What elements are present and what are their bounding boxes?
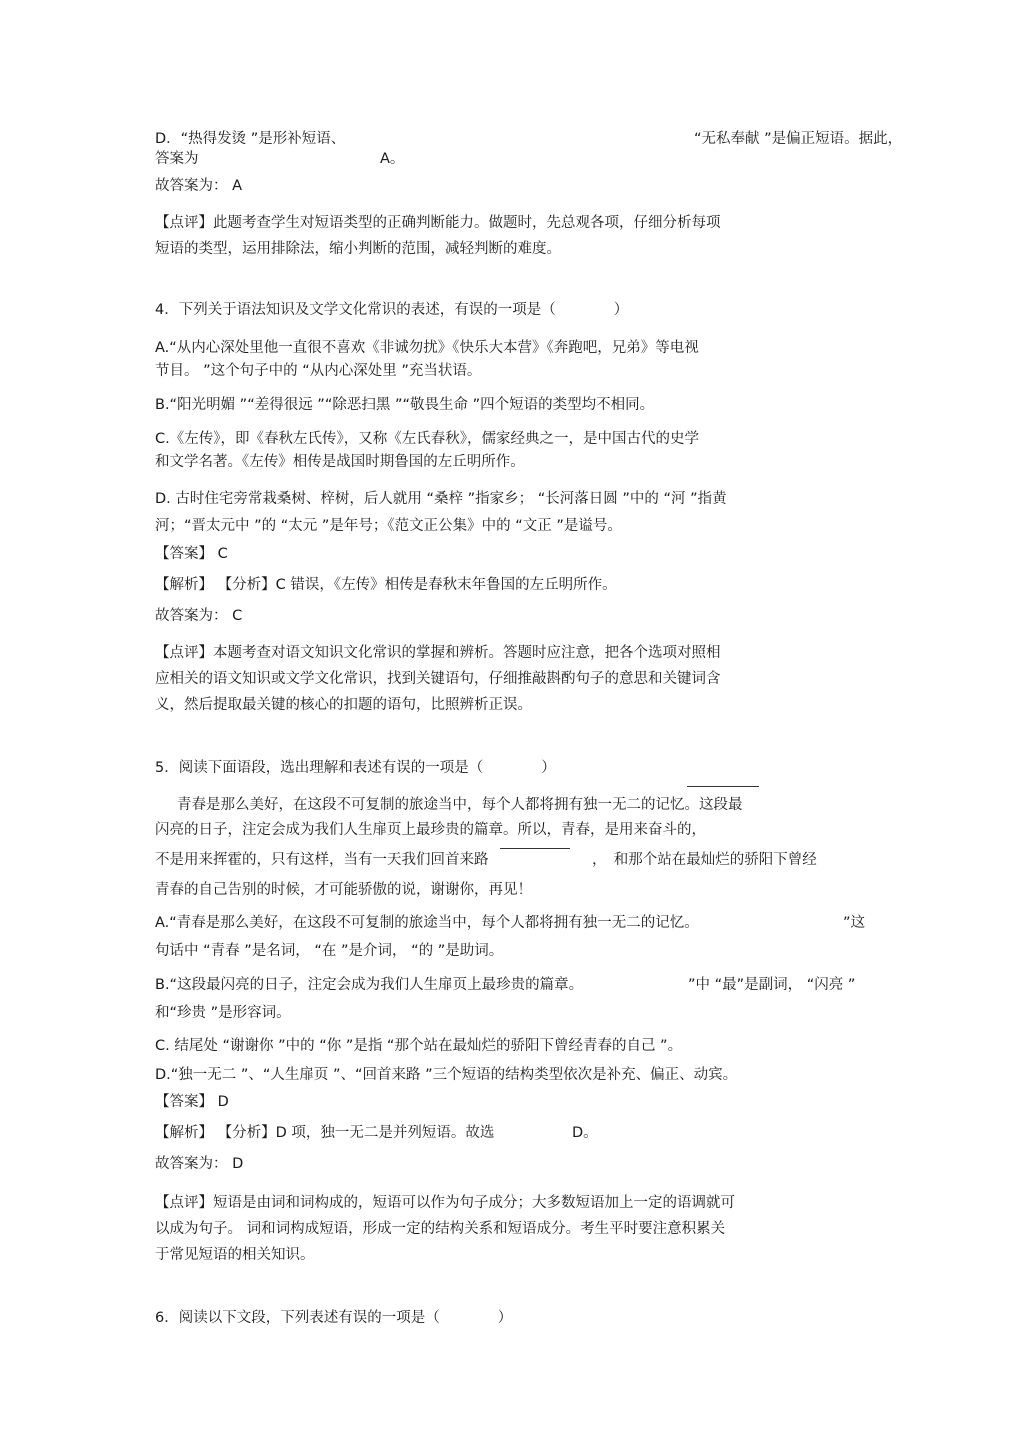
q3-option-d-part1: D．“热得发烫 ”是形补短语、 xyxy=(155,131,346,147)
q5-option-a-line1a: A.“青春是那么美好，在这段不可复制的旅途当中，每个人都将拥有独一无二的记忆。 xyxy=(155,915,699,931)
q5-passage-line4: 青春的自己告别的时候，才可能骄傲的说，谢谢你，再见！ xyxy=(155,882,532,898)
q4-option-a-line2: 节目。 ”这个句子中的 “从内心深处里 ”充当状语。 xyxy=(155,363,482,379)
q5-analysis-a: 【解析】 【分析】D 项，独一无二是并列短语。故选 xyxy=(155,1125,495,1141)
q5-option-a-line2: 句话中 “青春 ”是名词， “在 ”是介词， “的 ”是助词。 xyxy=(155,943,504,959)
q5-option-b-line2: 和“珍贵 ”是形容词。 xyxy=(155,1005,291,1021)
q5-option-b-line1a: B.“这段最闪亮的日子，注定会成为我们人生扉页上最珍贵的篇章。 xyxy=(155,977,584,993)
q5-stem: 5．阅读下面语段，选出理解和表述有误的一项是（ ） xyxy=(155,760,556,776)
q5-comment-line1: 【点评】短语是由词和词构成的，短语可以作为句子成分；大多数短语加上一定的语调就可 xyxy=(155,1195,735,1211)
passage-underline-1 xyxy=(687,786,759,787)
q3-option-d-part3: 答案为 xyxy=(155,151,199,167)
q5-option-b-line1b: ”中 “最”是副词， “闪亮 ” xyxy=(688,977,856,993)
q4-final-answer: 故答案为： C xyxy=(155,608,243,624)
q4-option-b: B.“阳光明媚 ”“差得很远 ”“除恶扫黑 ”“敬畏生命 ”四个短语的类型均不相同。 xyxy=(155,397,655,413)
q5-option-a-line1b: ”这 xyxy=(843,915,866,931)
q5-passage-line2: 闪亮的日子，注定会成为我们人生扉页上最珍贵的篇章。所以，青春，是用来奋斗的， xyxy=(155,822,706,838)
q5-comment-line3: 于常见短语的相关知识。 xyxy=(155,1247,315,1263)
q5-option-d: D.“独一无二 ”、“人生扉页 ”、“回首来路 ”三个短语的结构类型依次是补充、偏正、动宾。 xyxy=(155,1067,738,1083)
q3-option-d-part2: “无私奉献 ”是偏正短语。据此， xyxy=(694,131,903,147)
q5-passage-line1: 青春是那么美好，在这段不可复制的旅途当中，每个人都将拥有独一无二的记忆。这段最 xyxy=(177,797,743,813)
q4-comment-line1: 【点评】本题考查对语文知识文化常识的掌握和辨析。答题时应注意，把各个选项对照相 xyxy=(155,645,721,661)
q4-stem: 4．下列关于语法知识及文学文化常识的表述，有误的一项是（ ） xyxy=(155,302,629,318)
q3-comment-line1: 【点评】此题考查学生对短语类型的正确判断能力。做题时，先总观各项，仔细分析每项 xyxy=(155,215,721,231)
q4-option-c-line2: 和文学名著。《左传》相传是战国时期鲁国的左丘明所作。 xyxy=(155,454,525,470)
q4-option-a-line1: A.“从内心深处里他一直很不喜欢《非诚勿扰》《快乐大本营》《奔跑吧，兄弟》等电视 xyxy=(155,340,699,356)
q5-final-answer: 故答案为： D xyxy=(155,1156,244,1172)
q4-option-d-line2: 河；“晋太元中 ”的 “太元 ”是年号；《范文正公集》中的 “文正 ”是谥号。 xyxy=(155,518,622,534)
q5-passage-line3a: 不是用来挥霍的，只有这样，当有一天我们回首来路 xyxy=(155,852,489,868)
q4-comment-line2: 应相关的语文知识或文学文化常识，找到关键语句，仔细推敲斟酌句子的意思和关键词含 xyxy=(155,671,721,687)
q5-passage-line3b: ， 和那个站在最灿烂的骄阳下曾经 xyxy=(592,852,817,868)
q5-comment-line2: 以成为句子。 词和词构成短语，形成一定的结构关系和短语成分。考生平时要注意积累关 xyxy=(155,1221,726,1237)
q6-stem: 6．阅读以下文段，下列表述有误的一项是（ ） xyxy=(155,1310,513,1326)
passage-underline-2 xyxy=(500,848,570,849)
q3-comment-line2: 短语的类型，运用排除法，缩小判断的范围，减轻判断的难度。 xyxy=(155,241,561,257)
q5-answer: 【答案】 D xyxy=(155,1094,229,1110)
q5-analysis-b: D。 xyxy=(572,1125,598,1141)
q4-analysis: 【解析】 【分析】C 错误，《左传》相传是春秋末年鲁国的左丘明所作。 xyxy=(155,577,617,593)
q4-option-d-line1: D. 古时住宅旁常栽桑树、梓树，后人就用 “桑梓 ”指家乡； “长河落日圆 ”中的 “河 ”指黄 xyxy=(155,491,727,507)
q3-final-answer: 故答案为： A xyxy=(155,178,243,194)
q4-answer: 【答案】 C xyxy=(155,546,228,562)
q4-comment-line3: 义，然后提取最关键的核心的扣题的语句，比照辨析正误。 xyxy=(155,697,532,713)
q5-option-c: C. 结尾处 “谢谢你 ”中的 “你 ”是指 “那个站在最灿烂的骄阳下曾经青春的自己 ”。 xyxy=(155,1038,683,1054)
q4-option-c-line1: C.《左传》，即《春秋左氏传》，又称《左氏春秋》，儒家经典之一，是中国古代的史学 xyxy=(155,431,699,447)
q3-option-d-part4: A。 xyxy=(380,151,405,167)
